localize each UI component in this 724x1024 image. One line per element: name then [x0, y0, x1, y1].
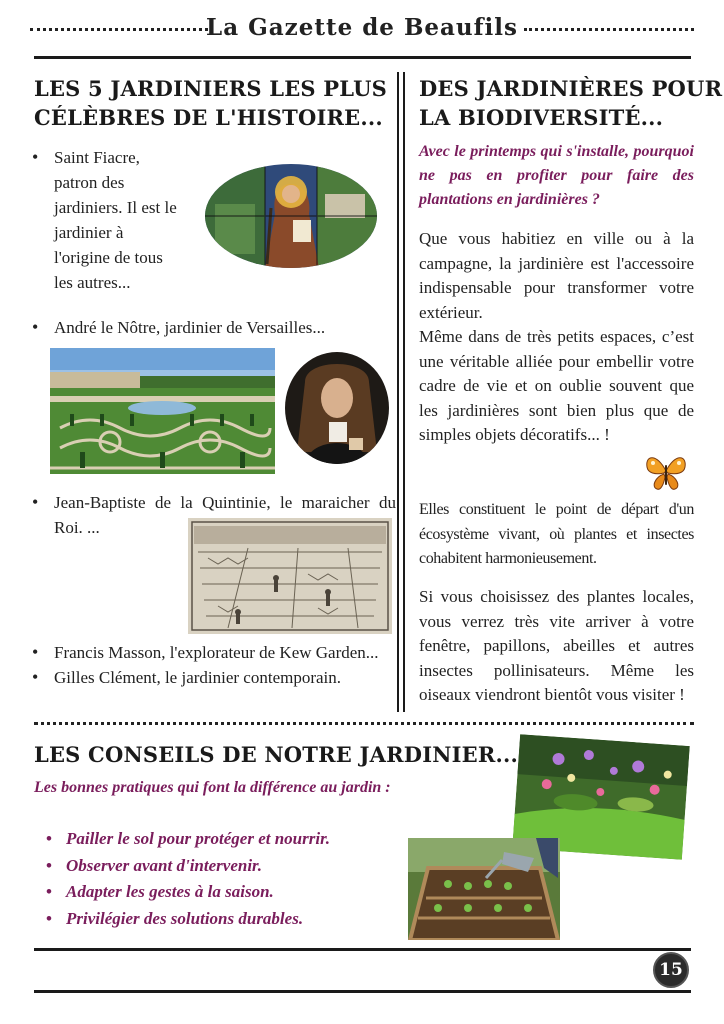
- tip-item: • Pailler le sol pour protéger et nourrir.: [46, 826, 330, 853]
- right-heading-line1: DES JARDINIÈRES POUR: [419, 76, 723, 101]
- list-item-andre-le-notre: • André le Nôtre, jardinier de Versailles...: [30, 315, 396, 340]
- masthead: [30, 14, 694, 48]
- left-heading: [34, 74, 387, 132]
- page-number-badge: 15: [653, 952, 689, 988]
- masthead-title: La Gazette de Beaufils: [206, 14, 518, 41]
- right-heading-line2: LA BIODIVERSITÉ...: [419, 105, 664, 130]
- bottom-rule-2: [34, 990, 691, 993]
- right-paragraph-3: Elles constituent le point de départ d'un écosystème vivant, où plantes et insectes cohabitent harmonieusement.: [419, 501, 694, 567]
- tip-item: • Privilégier des solutions durables.: [46, 906, 330, 933]
- right-lead: Avec le printemps qui s'installe, pourquoi ne pas en profiter pour faire des plantations en jardinières ?: [419, 143, 694, 208]
- potager-engraving-image: [188, 518, 392, 634]
- gardeners-list-1: [30, 145, 200, 295]
- section-dotted-divider: [34, 722, 694, 725]
- raised-garden-bed-image: [408, 838, 560, 940]
- right-paragraph-1: Que vous habitiez en ville ou à la campagne, la jardinière est l'accessoire indispensable pour transformer votre extérieur.: [419, 229, 694, 322]
- right-heading: [419, 74, 722, 132]
- right-paragraph-4: Si vous choisissez des plantes locales, vous verrez très vite arriver à votre fenêtre, papillons, abeilles et autres insectes pollinisateurs. Même les oiseaux viendront bientôt vous visiter !: [419, 587, 694, 704]
- top-rule: [34, 56, 691, 59]
- column-separator: [397, 72, 405, 712]
- bottom-heading: LES CONSEILS DE NOTRE JARDINIER...: [34, 742, 519, 767]
- list-item-saint-fiacre: • Saint Fiacre, patron des jardiniers. Il est le jardinier à l'origine de tous les autres...: [30, 145, 200, 295]
- stained-glass-image: [205, 164, 377, 268]
- list-item-la-quintinie: • Jean-Baptiste de la Quintinie, le maraicher du Roi. ...: [30, 490, 396, 540]
- left-heading-line2: CÉLÈBRES DE L'HISTOIRE...: [34, 105, 383, 130]
- bottom-subtitle: Les bonnes pratiques qui font la différence au jardin :: [34, 779, 391, 796]
- tip-item: • Adapter les gestes à la saison.: [46, 879, 330, 906]
- right-paragraph-2: Même dans de très petits espaces, c’est une véritable alliée pour embellir votre cadre de vie et on oublie souvent que les jardinières sont bien plus que de simples objets décoratifs... !: [419, 327, 694, 444]
- versailles-gardens-image: [50, 348, 275, 474]
- list-item-gilles-clement: • Gilles Clément, le jardinier contemporain.: [30, 665, 396, 690]
- andre-le-notre-portrait: [285, 352, 389, 464]
- tip-item: • Observer avant d'intervenir.: [46, 853, 330, 880]
- gardeners-list-4: [30, 640, 396, 690]
- masthead-dots-right: [524, 28, 694, 31]
- left-heading-line1: LES 5 JARDINIERS LES PLUS: [34, 76, 387, 101]
- list-item-francis-masson: • Francis Masson, l'explorateur de Kew Garden...: [30, 640, 396, 665]
- butterfly-icon: [643, 451, 689, 493]
- bottom-rule-1: [34, 948, 691, 951]
- tips-list: [46, 826, 330, 932]
- gardeners-list-2: [30, 315, 396, 340]
